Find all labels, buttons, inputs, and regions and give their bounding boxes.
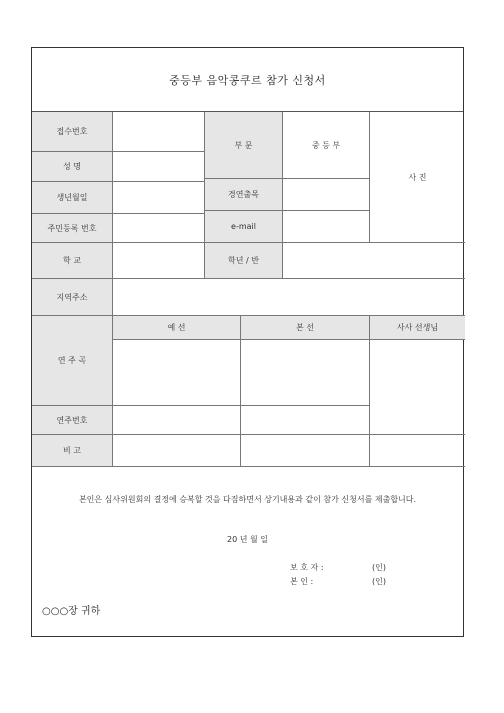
- remarks-label: 비 고: [32, 435, 113, 467]
- declaration-text: 본인은 심사위원회의 결정에 승복할 것을 다짐하면서 상기내용과 같이 참가 신청서를 제출합니다.: [78, 495, 417, 504]
- date-line: 20 년 월 일: [227, 535, 268, 544]
- applicant-seal: (인): [372, 577, 386, 586]
- remarks-field-2[interactable]: [241, 435, 370, 467]
- competition-history-field[interactable]: [283, 179, 370, 211]
- photo-box[interactable]: 사 진: [370, 112, 465, 243]
- prelim-performance-no-field[interactable]: [113, 406, 241, 435]
- applicant-label: 본 인 :: [290, 577, 314, 586]
- birth-label: 생년월일: [32, 182, 113, 214]
- name-field[interactable]: [113, 152, 205, 182]
- region-field[interactable]: [113, 279, 465, 316]
- birth-field[interactable]: [113, 182, 205, 214]
- remarks-field-1[interactable]: [113, 435, 241, 467]
- performance-no-label: 연주번호: [32, 406, 113, 435]
- receipt-no-field[interactable]: [113, 112, 205, 152]
- guardian-label: 보 호 자 :: [290, 563, 324, 572]
- school-label: 학 교: [32, 243, 113, 279]
- grade-class-label: 학년 / 반: [205, 243, 283, 279]
- teacher-header: 사사 선생님: [370, 316, 465, 340]
- resident-no-field[interactable]: [113, 214, 205, 243]
- region-label: 지역주소: [32, 279, 113, 316]
- final-header: 본 선: [241, 316, 370, 340]
- email-label: e-mail: [205, 211, 283, 243]
- school-field[interactable]: [113, 243, 205, 279]
- division-value: 중 등 부: [283, 112, 370, 179]
- resident-no-label: 주민등록 번호: [32, 214, 113, 243]
- addressee: ○○○장 귀하: [42, 606, 101, 617]
- email-field[interactable]: [283, 211, 370, 243]
- final-performance-no-field[interactable]: [241, 406, 370, 435]
- pieces-label: 연 주 곡: [32, 316, 113, 406]
- prelim-piece-field[interactable]: [113, 340, 241, 406]
- application-form: [31, 47, 464, 637]
- name-label: 성 명: [32, 152, 113, 182]
- division-label: 부 문: [205, 112, 283, 179]
- receipt-no-label: 접수번호: [32, 112, 113, 152]
- competition-history-label: 경연출목: [205, 179, 283, 211]
- prelim-header: 예 선: [113, 316, 241, 340]
- grade-class-field[interactable]: [283, 243, 465, 279]
- form-title: 중등부 음악콩쿠르 참가 신청서: [32, 48, 463, 112]
- teacher-field[interactable]: [370, 340, 465, 435]
- guardian-seal: (인): [372, 563, 386, 572]
- remarks-field-3[interactable]: [370, 435, 465, 467]
- final-piece-field[interactable]: [241, 340, 370, 406]
